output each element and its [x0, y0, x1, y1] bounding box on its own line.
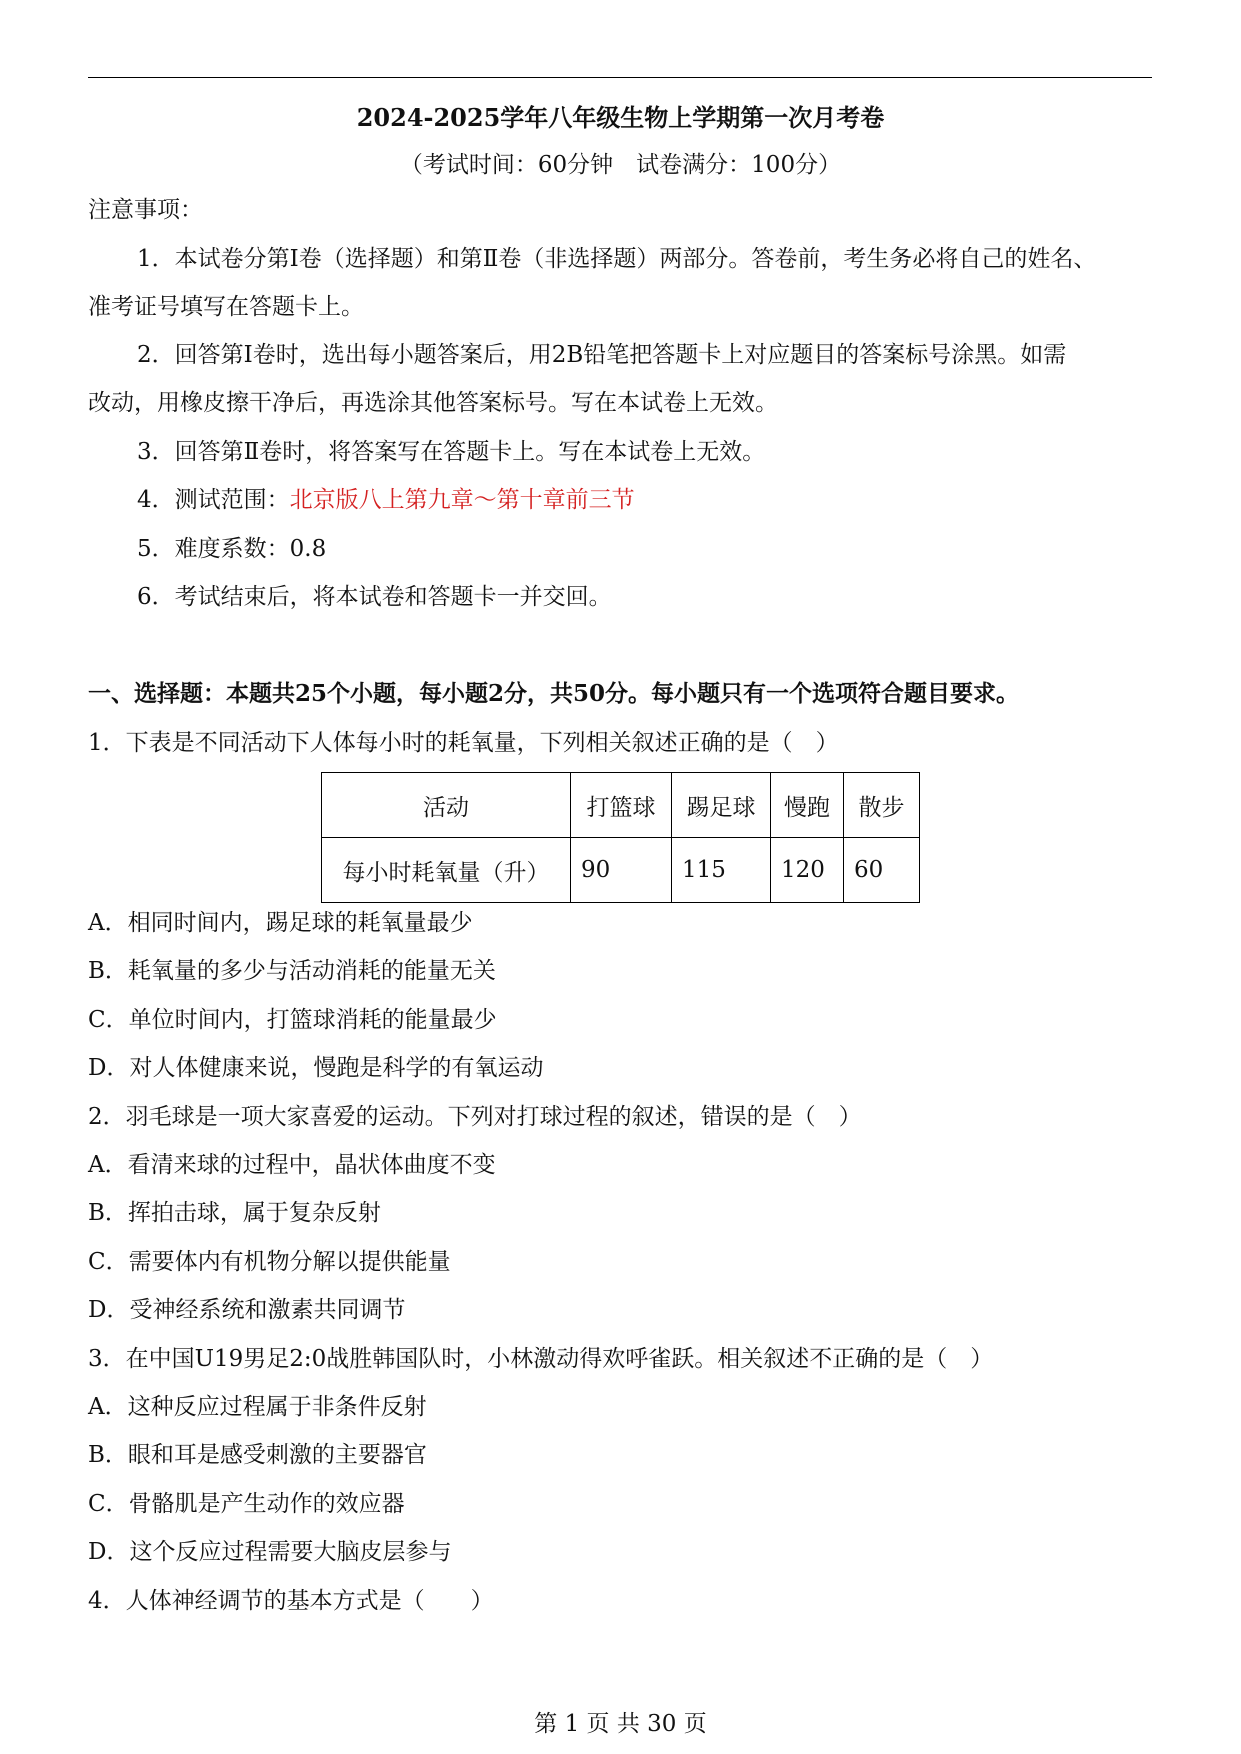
q2-option-c: C．需要体内有机物分解以提供能量: [88, 1249, 451, 1275]
q2-option-a: A．看清来球的过程中，晶状体曲度不变: [88, 1152, 496, 1178]
note-2-line1: 2．回答第Ⅰ卷时，选出每小题答案后，用2B铅笔把答题卡上对应题目的答案标号涂黑。如需: [137, 342, 1067, 368]
q3-option-d: D．这个反应过程需要大脑皮层参与: [88, 1539, 452, 1565]
q1-option-d: D．对人体健康来说，慢跑是科学的有氧运动: [88, 1055, 544, 1081]
test-scope-highlight: 北京版八上第九章～第十章前三节: [289, 487, 635, 513]
note-4-prefix: 4．测试范围：: [137, 487, 290, 513]
q3-option-c: C．骨骼肌是产生动作的效应器: [88, 1491, 405, 1517]
table-cell: 60: [844, 838, 920, 903]
table-header-cell: 打篮球: [571, 773, 672, 838]
q1-option-a: A．相同时间内，踢足球的耗氧量最少: [88, 910, 473, 936]
table-cell: 115: [672, 838, 771, 903]
q3-option-a: A．这种反应过程属于非条件反射: [88, 1394, 427, 1420]
note-1-line1: 1．本试卷分第Ⅰ卷（选择题）和第Ⅱ卷（非选择题）两部分。答卷前，考生务必将自己的姓名、: [137, 246, 1097, 272]
table-header-cell: 活动: [322, 773, 571, 838]
note-6: 6．考试结束后，将本试卷和答题卡一并交回。: [137, 584, 612, 610]
table-header-row: [322, 773, 920, 838]
table-cell: 90: [571, 838, 672, 903]
notes-heading: 注意事项：: [88, 197, 203, 223]
q1-option-b: B．耗氧量的多少与活动消耗的能量无关: [88, 958, 496, 984]
table-row: [322, 838, 920, 903]
note-1-line2: 准考证号填写在答题卡上。: [88, 294, 364, 320]
note-5: 5．难度系数：0.8: [137, 536, 327, 562]
exam-subtitle: （考试时间：60分钟 试卷满分：100分）: [399, 152, 842, 178]
table-header-cell: 慢跑: [771, 773, 844, 838]
page-number: 第 1 页 共 30 页: [534, 1711, 707, 1737]
table-cell: 120: [771, 838, 844, 903]
q1-option-c: C．单位时间内，打篮球消耗的能量最少: [88, 1007, 497, 1033]
table-header-cell: 散步: [844, 773, 920, 838]
question-3-stem: 3．在中国U19男足2:0战胜韩国队时，小林激动得欢呼雀跃。相关叙述不正确的是（ ）: [88, 1346, 994, 1372]
q2-option-b: B．挥拍击球，属于复杂反射: [88, 1200, 381, 1226]
question-4-stem: 4．人体神经调节的基本方式是（ ）: [88, 1588, 494, 1614]
note-2-line2: 改动，用橡皮擦干净后，再选涂其他答案标号。写在本试卷上无效。: [88, 390, 778, 416]
table-header-cell: 踢足球: [672, 773, 771, 838]
question-1-stem: 1．下表是不同活动下人体每小时的耗氧量，下列相关叙述正确的是（ ）: [88, 730, 839, 756]
q2-option-d: D．受神经系统和激素共同调节: [88, 1297, 406, 1323]
exam-title: 2024-2025学年八年级生物上学期第一次月考卷: [356, 103, 885, 132]
question-2-stem: 2．羽毛球是一项大家喜爱的运动。下列对打球过程的叙述，错误的是（ ）: [88, 1104, 862, 1130]
note-3: 3．回答第Ⅱ卷时，将答案写在答题卡上。写在本试卷上无效。: [137, 439, 766, 465]
section-heading: 一、选择题：本题共25个小题，每小题2分，共50分。每小题只有一个选项符合题目要求。: [88, 680, 1020, 707]
header-rule: [88, 77, 1152, 78]
oxygen-consumption-table: [321, 772, 920, 903]
table-cell: 每小时耗氧量（升）: [322, 838, 571, 903]
note-4: [137, 484, 635, 516]
q3-option-b: B．眼和耳是感受刺激的主要器官: [88, 1442, 427, 1468]
